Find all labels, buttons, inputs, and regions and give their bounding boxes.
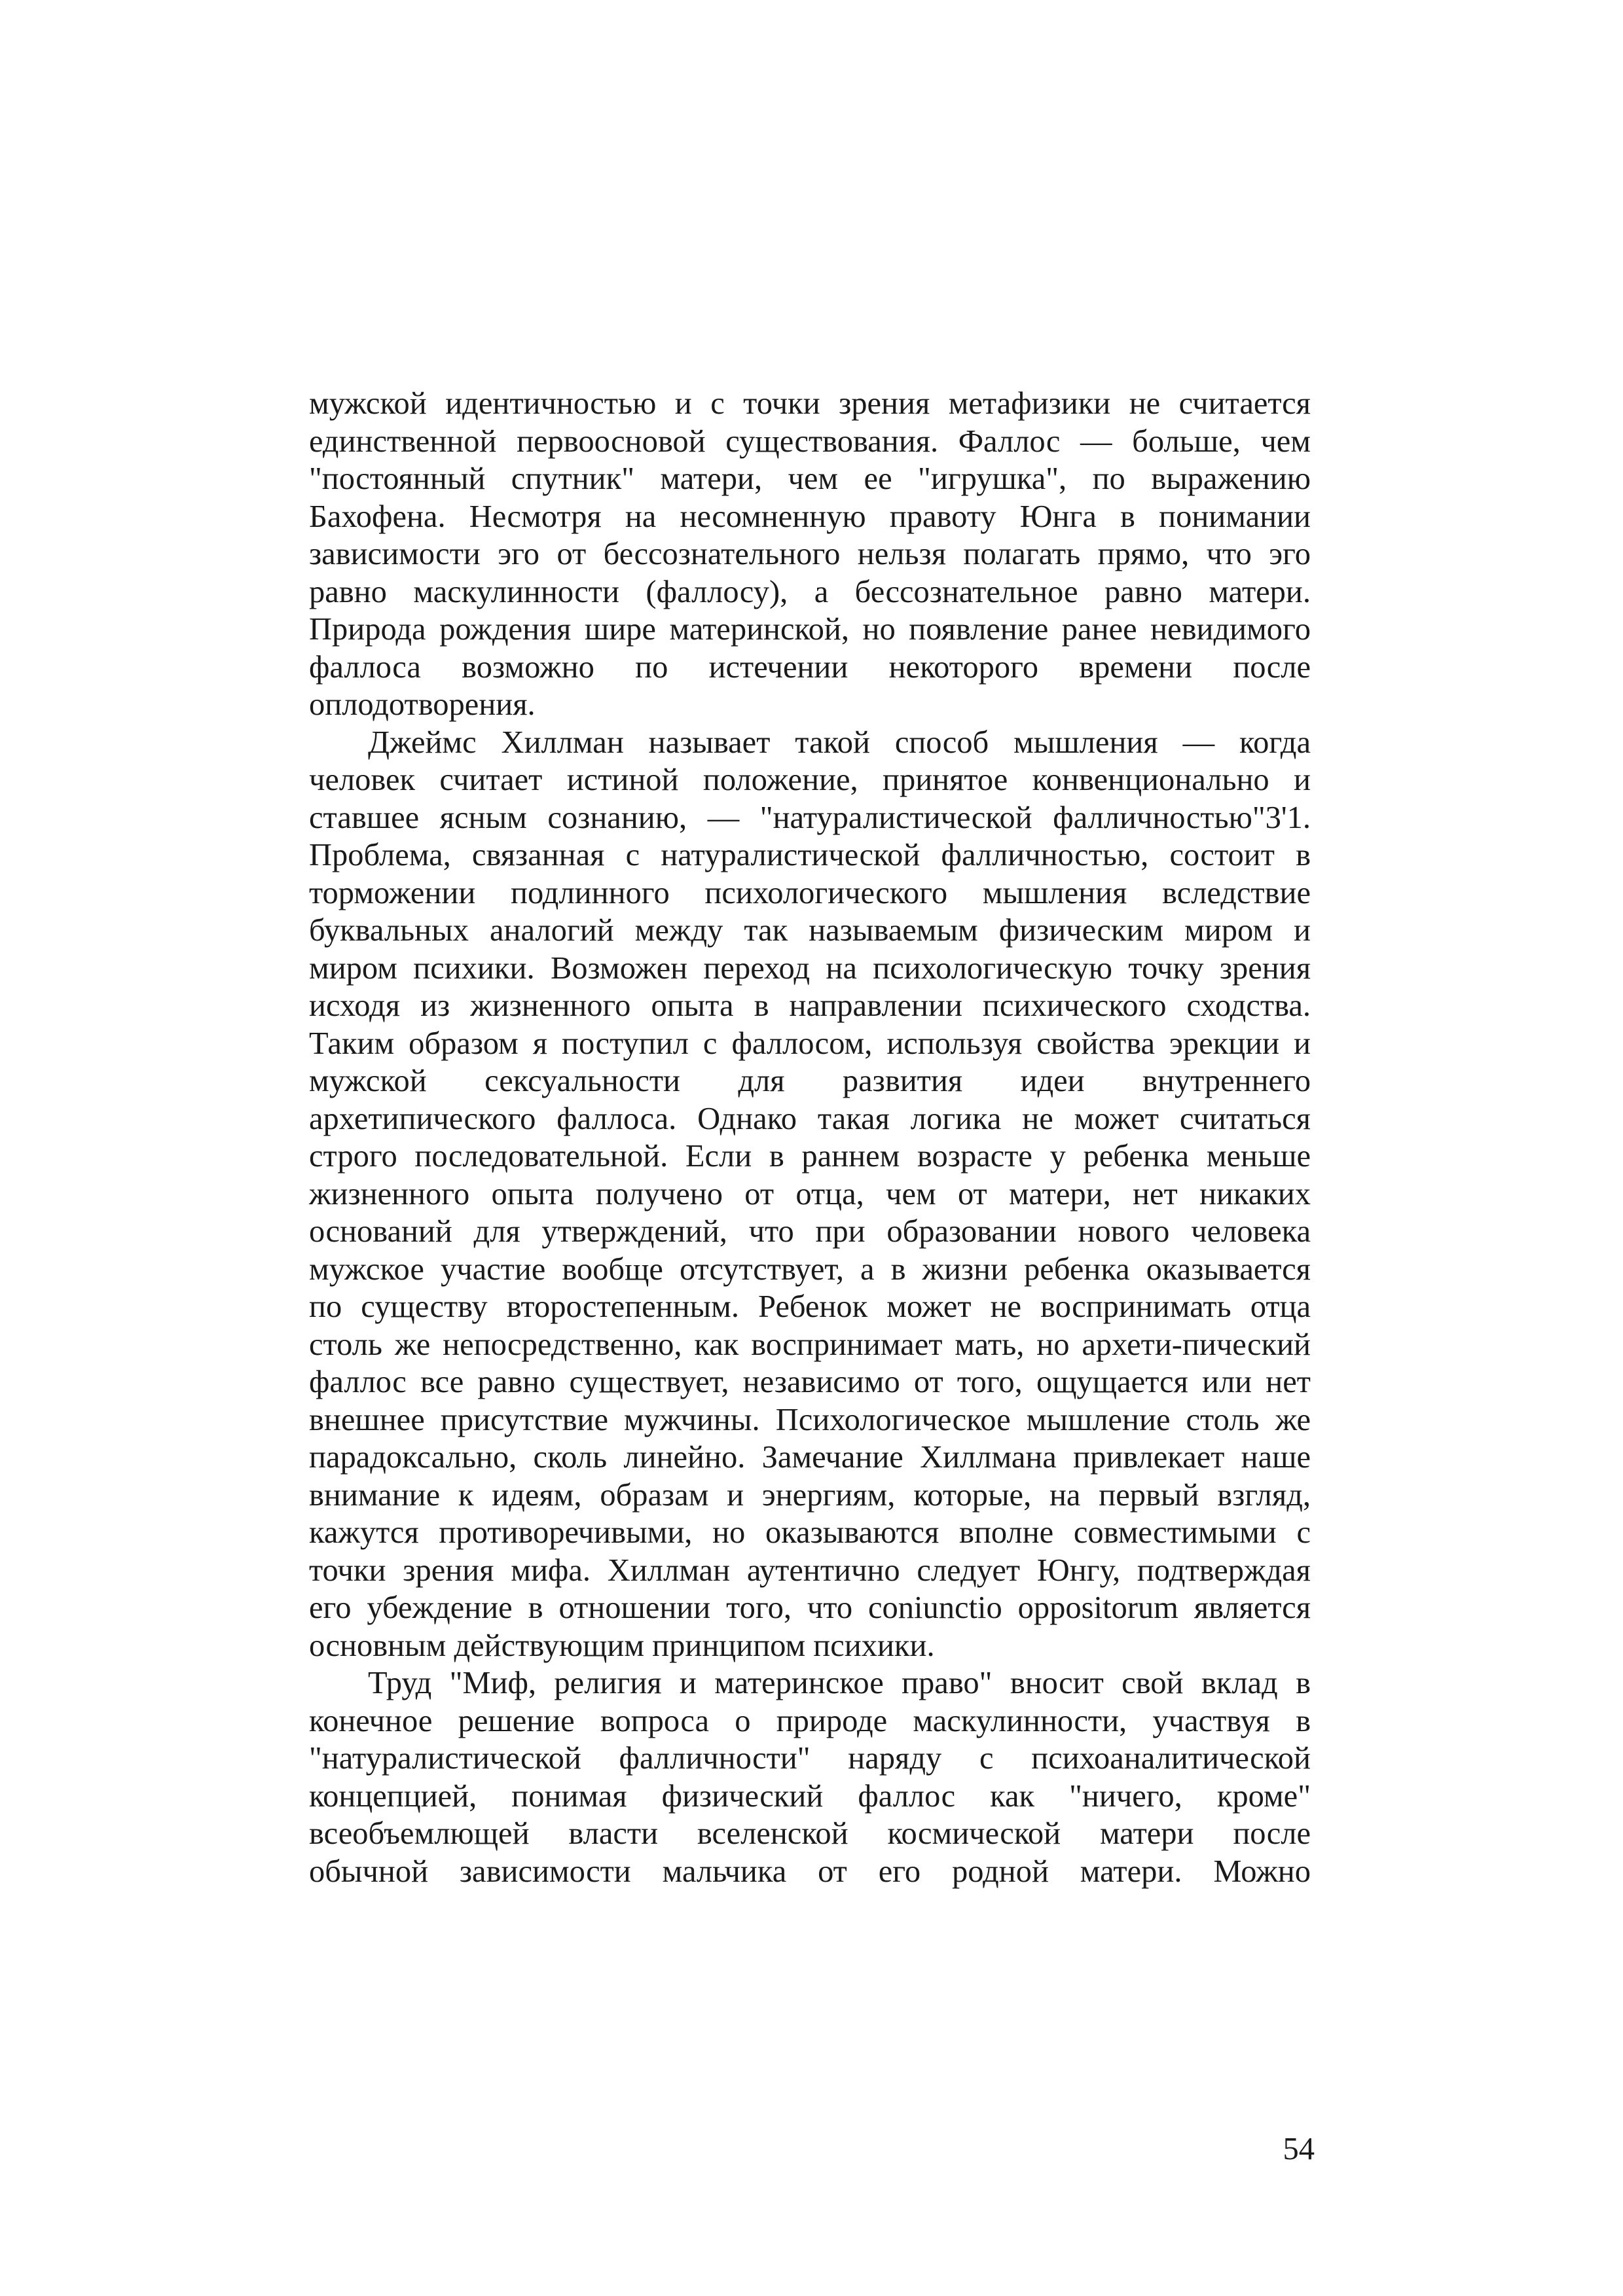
text-line: фаллос все равно существует, независимо от того, ощущается или нет: [309, 1365, 1311, 1399]
text-line: Бахофена. Несмотря на несомненную правоту Юнга в понимании: [309, 499, 1311, 534]
text-line: конечное решение вопроса о природе маскулинности, участвуя в: [309, 1703, 1311, 1738]
text-line: оплодотворения.: [309, 687, 536, 722]
text-line: зависимости эго от бессознательного нельзя полагать прямо, что эго: [309, 537, 1311, 571]
text-line: Проблема, связанная с натуралистической фалличностью, состоит в: [309, 838, 1311, 872]
text-line: архетипического фаллоса. Однако такая логика не может считаться: [309, 1101, 1311, 1136]
text-line: единственной первоосновой существования. Фаллос — больше, чем: [309, 423, 1311, 459]
text-line: кажутся противоречивыми, но оказываются вполне совместимыми с: [309, 1515, 1311, 1550]
text-line: внимание к идеям, образам и энергиям, которые, на первый взгляд,: [309, 1477, 1311, 1513]
text-line: всеобъемлющей власти вселенской космической матери после: [309, 1816, 1311, 1851]
text-line: обычной зависимости мальчика от его родной матери. Можно: [309, 1854, 1311, 1889]
body-text: [309, 385, 1311, 1890]
text-line: торможении подлинного психологического мышления вследствие: [309, 875, 1311, 910]
paragraph: [309, 385, 1311, 724]
paragraph: [309, 724, 1311, 1665]
text-line: мужское участие вообще отсутствует, а в жизни ребенка оказывается: [309, 1251, 1311, 1287]
text-line: точки зрения мифа. Хиллман аутентично следует Юнгу, подтверждая: [309, 1552, 1311, 1588]
text-line: оснований для утверждений, что при образовании нового человека: [309, 1214, 1311, 1249]
text-line: мужской идентичностью и с точки зрения метафизики не считается: [309, 386, 1311, 421]
text-line: его убеждение в отношении того, что coniunctio oppositorum является: [309, 1590, 1311, 1625]
text-line: буквальных аналогий между так называемым физическим миром и: [309, 913, 1311, 948]
text-line: "постоянный спутник" матери, чем ее "игрушка", по выражению: [309, 461, 1311, 496]
text-line: равно маскулинности (фаллосу), а бессознательное равно матери.: [309, 574, 1311, 609]
text-line: исходя из жизненного опыта в направлении психического сходства.: [309, 988, 1311, 1023]
text-line: Таким образом я поступил с фаллосом, используя свойства эрекции и: [309, 1026, 1311, 1061]
text-line: "натуралистической фалличности" наряду с психоаналитической: [309, 1741, 1311, 1776]
text-line: мужской сексуальности для развития идеи внутреннего: [309, 1064, 1311, 1098]
text-line: жизненного опыта получено от отца, чем от матери, нет никаких: [309, 1176, 1311, 1211]
text-line: человек считает истиной положение, принятое конвенционально и: [309, 762, 1311, 797]
text-line: столь же непосредственно, как воспринимает мать, но архети-пический: [309, 1327, 1311, 1362]
paragraph: [309, 1664, 1311, 1890]
text-line: внешнее присутствие мужчины. Психологическое мышление столь же: [309, 1402, 1311, 1437]
page-number: 54: [1283, 2132, 1315, 2166]
text-line: Труд "Миф, религия и материнское право" вносит свой вклад в: [368, 1666, 1311, 1700]
text-line: по существу второстепенным. Ребенок может не воспринимать отца: [309, 1289, 1311, 1324]
text-line: парадоксально, сколь линейно. Замечание Хиллмана привлекает наше: [309, 1440, 1311, 1475]
text-line: ставшее ясным сознанию, — "натуралистической фалличностью"3'1.: [309, 800, 1311, 835]
text-line: основным действующим принципом психики.: [309, 1628, 935, 1663]
text-line: концепцией, понимая физический фаллос как "ничего, кроме": [309, 1778, 1311, 1814]
text-line: Природа рождения шире материнской, но появление ранее невидимого: [309, 612, 1311, 647]
text-line: Джеймс Хиллман называет такой способ мышления — когда: [368, 725, 1311, 760]
text-line: миром психики. Возможен переход на психологическую точку зрения: [309, 950, 1311, 986]
text-line: фаллоса возможно по истечении некоторого времени после: [309, 649, 1311, 685]
text-line: строго последовательной. Если в раннем возрасте у ребенка меньше: [309, 1139, 1311, 1174]
